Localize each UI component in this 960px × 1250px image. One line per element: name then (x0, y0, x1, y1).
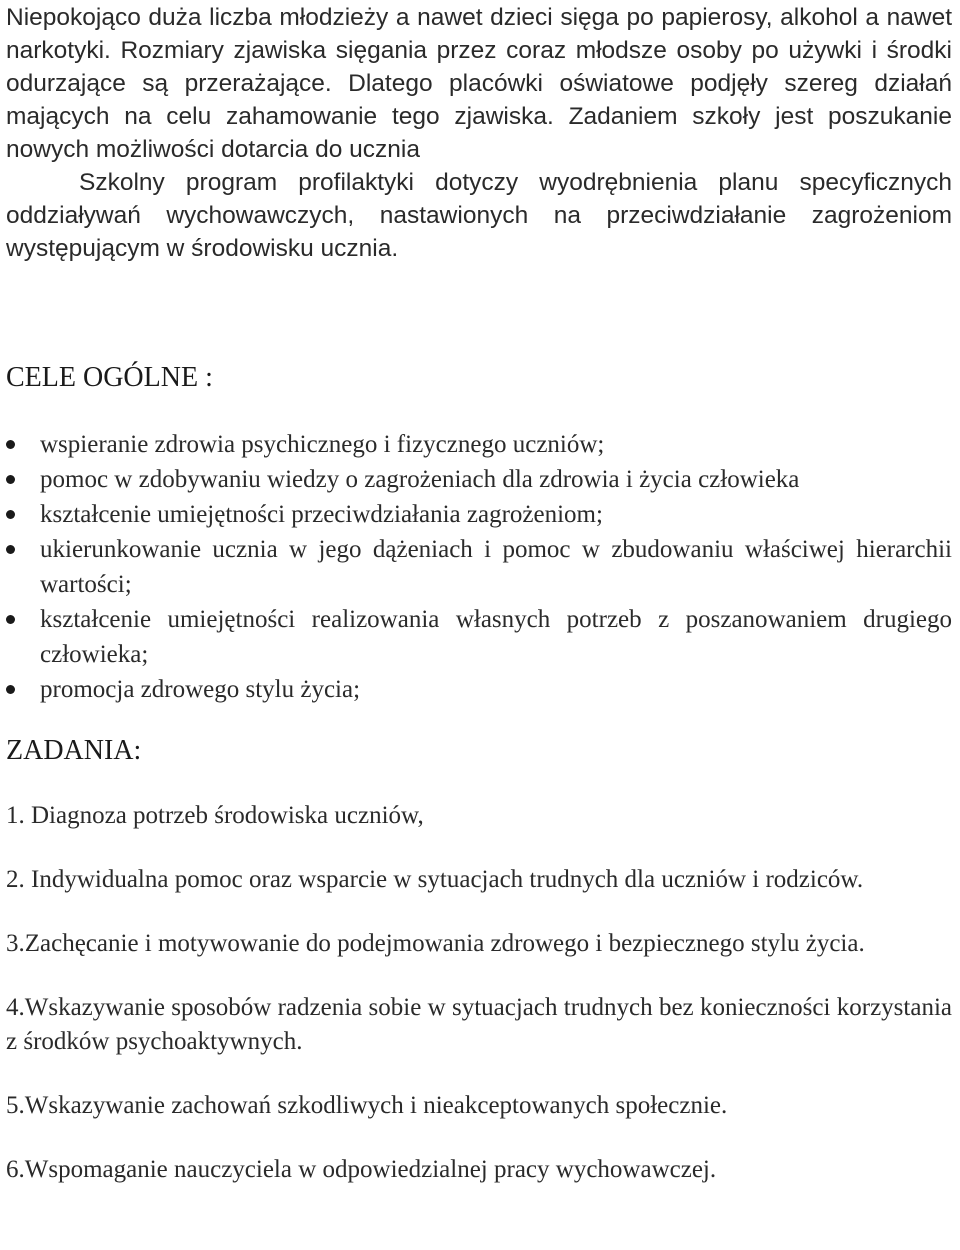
bullet-icon (6, 615, 15, 624)
goal-text: wspieranie zdrowia psychicznego i fizycznego uczniów; (40, 431, 605, 458)
bullet-icon (6, 475, 15, 484)
task-item: 4.Wskazywanie sposobów radzenia sobie w sytuacjach trudnych bez konieczności korzystania z środków psychoaktywnych. (6, 994, 952, 1055)
task-item: 3.Zachęcanie i motywowanie do podejmowania zdrowego i bezpiecznego stylu życia. (6, 930, 865, 957)
list-item (0, 602, 960, 672)
tasks-list (6, 799, 952, 1217)
bullet-icon (6, 545, 15, 554)
list-item (0, 497, 960, 532)
intro-paragraph-1: Niepokojąco duża liczba młodzieży a nawet dzieci sięga po papierosy, alkohol a nawet narkotyki. Rozmiary zjawiska sięgania przez coraz młodsze osoby po używki i środki odurzające są przerażające. Dlatego placówki oświatowe podjęły szereg działań mających na celu zahamowanie tego zjawiska. Zadaniem szkoły jest poszukanie nowych możliwości dotarcia do ucznia (6, 4, 952, 163)
task-item: 6.Wspomaganie nauczyciela w odpowiedzialnej pracy wychowawczej. (6, 1156, 717, 1183)
goal-text: kształcenie umiejętności realizowania własnych potrzeb z poszanowaniem drugiego człowieka; (40, 606, 952, 668)
goal-text: ukierunkowanie ucznia w jego dążeniach i pomoc w zbudowaniu właściwej hierarchii wartości; (40, 536, 952, 598)
list-item (0, 427, 960, 462)
list-item (0, 532, 960, 602)
task-item: 2. Indywidualna pomoc oraz wsparcie w sytuacjach trudnych dla uczniów i rodziców. (6, 866, 864, 893)
task-item: 1. Diagnoza potrzeb środowiska uczniów, (6, 802, 424, 829)
bullet-icon (6, 685, 15, 694)
goals-list (0, 427, 960, 707)
goals-heading: CELE OGÓLNE : (6, 362, 213, 393)
intro-paragraph-2-text: Szkolny program profilaktyki dotyczy wyodrębnienia planu specyficznych oddziaływań wychowawczych, nastawionych na przeciwdziałanie zagrożeniom występującym w środowisku ucznia. (6, 169, 952, 262)
list-item (0, 672, 960, 707)
intro-text (6, 0, 952, 265)
bullet-icon (6, 510, 15, 519)
bullet-icon (6, 440, 15, 449)
task-item: 5.Wskazywanie zachowań szkodliwych i nieakceptowanych społecznie. (6, 1092, 728, 1119)
tasks-heading: ZADANIA: (6, 735, 142, 766)
goal-text: pomoc w zdobywaniu wiedzy o zagrożeniach dla zdrowia i życia człowieka (40, 466, 800, 493)
intro-paragraph-2 (6, 166, 952, 265)
list-item (0, 462, 960, 497)
goal-text: kształcenie umiejętności przeciwdziałania zagrożeniom; (40, 501, 603, 528)
goal-text: promocja zdrowego stylu życia; (40, 676, 361, 703)
